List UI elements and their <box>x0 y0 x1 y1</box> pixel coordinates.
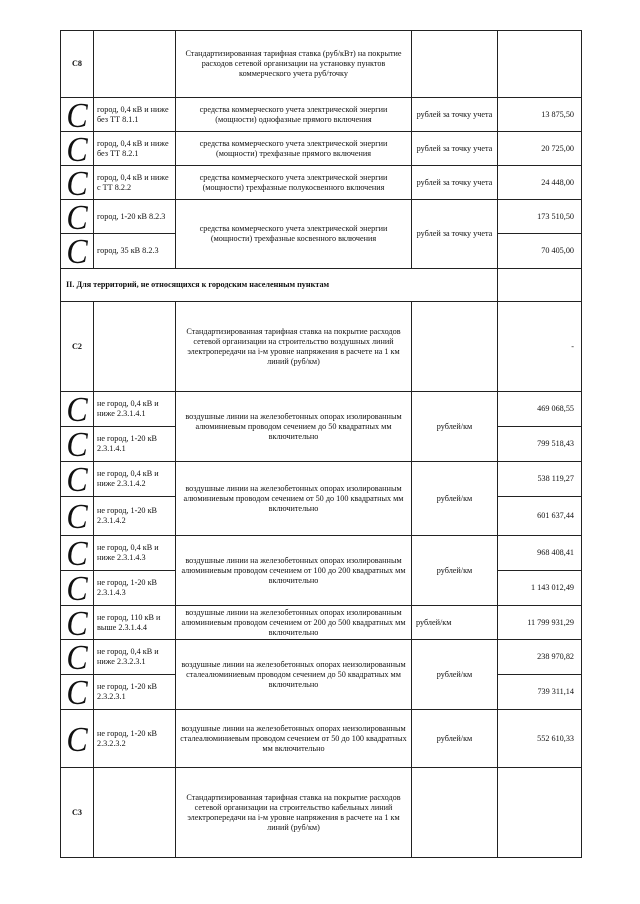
value-cell: 173 510,50 <box>498 200 582 234</box>
value-cell <box>498 31 582 98</box>
description-cell: воздушные линии на железобетонных опорах изолированным алюминиевым проводом сечением от 200 до 500 квадратных мм включительно <box>176 606 412 640</box>
table-row <box>61 98 582 132</box>
label-cell: город, 1-20 кВ 8.2.3 <box>94 200 176 234</box>
value-cell: 739 311,14 <box>498 675 582 710</box>
unit-cell: рублей/км <box>412 392 498 462</box>
c-letter: C <box>61 234 94 269</box>
description-cell: воздушные линии на железобетонных опорах неизолированным сталеалюминиевым проводом сечением до 50 квадратных мм включительно <box>176 640 412 710</box>
section-title: II. Для территорий, не относящихся к городским населенным пунктам <box>61 269 498 302</box>
code-cell: С3 <box>61 768 94 858</box>
c-letter: C <box>61 710 94 768</box>
value-cell: 538 119,27 <box>498 462 582 497</box>
unit-cell: рублей/км <box>412 462 498 536</box>
label-cell: не город, 110 кВ и выше 2.3.1.4.4 <box>94 606 176 640</box>
c-letter: C <box>61 427 94 462</box>
c-letter: C <box>61 497 94 536</box>
label-cell: город, 0,4 кВ и ниже без ТТ 8.1.1 <box>94 98 176 132</box>
description-cell: воздушные линии на железобетонных опорах изолированным алюминиевым проводом сечением от 50 до 100 квадратных мм включительно <box>176 462 412 536</box>
table-row <box>61 392 582 427</box>
c-letter: C <box>61 462 94 497</box>
unit-cell: рублей/км <box>412 640 498 710</box>
unit-cell: рублей/км <box>412 606 498 640</box>
unit-cell <box>412 768 498 858</box>
table-row <box>61 606 582 640</box>
description-cell: Стандартизированная тарифная ставка (руб/кВт) на покрытие расходов сетевой организации на установку пунктов коммерческого учета руб/точку <box>176 31 412 98</box>
value-cell: 238 970,82 <box>498 640 582 675</box>
value-cell: 469 068,55 <box>498 392 582 427</box>
c-letter: C <box>61 640 94 675</box>
value-cell: 552 610,33 <box>498 710 582 768</box>
unit-cell: рублей за точку учета <box>412 98 498 132</box>
c-letter: C <box>61 675 94 710</box>
label-cell: не город, 1-20 кВ 2.3.1.4.1 <box>94 427 176 462</box>
c-letter: C <box>61 536 94 571</box>
description-cell: средства коммерческого учета электрической энергии (мощности) трехфазные косвенного включения <box>176 200 412 269</box>
value-cell: 11 799 931,29 <box>498 606 582 640</box>
section-row <box>61 269 582 302</box>
value-cell <box>498 768 582 858</box>
table-row <box>61 536 582 571</box>
description-cell: воздушные линии на железобетонных опорах изолированным алюминиевым проводом сечением от 100 до 200 квадратных мм включительно <box>176 536 412 606</box>
c-letter: C <box>61 200 94 234</box>
label-cell <box>94 302 176 392</box>
table-row-c2 <box>61 302 582 392</box>
label-cell: не город, 1-20 кВ 2.3.1.4.2 <box>94 497 176 536</box>
code-cell: С2 <box>61 302 94 392</box>
description-cell: воздушные линии на железобетонных опорах неизолированным сталеалюминиевым проводом сечением от 50 до 100 квадратных мм включительно <box>176 710 412 768</box>
unit-cell: рублей за точку учета <box>412 132 498 166</box>
table-row <box>61 462 582 497</box>
label-cell <box>94 768 176 858</box>
description-cell: средства коммерческого учета электрической энергии (мощности) однофазные прямого включения <box>176 98 412 132</box>
value-cell: - <box>498 302 582 392</box>
label-cell: не город, 0,4 кВ и ниже 2.3.1.4.2 <box>94 462 176 497</box>
value-cell: 13 875,50 <box>498 98 582 132</box>
c-letter: C <box>61 166 94 200</box>
unit-cell <box>412 31 498 98</box>
description-cell: Стандартизированная тарифная ставка на покрытие расходов сетевой организации на строительство кабельных линий электропередачи на i-м уровне напряжения в расчете на 1 км линий (руб/км) <box>176 768 412 858</box>
unit-cell: рублей за точку учета <box>412 166 498 200</box>
c-letter: C <box>61 132 94 166</box>
unit-cell: рублей/км <box>412 710 498 768</box>
table-row <box>61 640 582 675</box>
description-cell: Стандартизированная тарифная ставка на покрытие расходов сетевой организации на строительство воздушных линий электропередачи на i-м уровне напряжения в расчете на 1 км линий (руб/км) <box>176 302 412 392</box>
table-row <box>61 132 582 166</box>
label-cell: не город, 1-20 кВ 2.3.2.3.1 <box>94 675 176 710</box>
description-cell: средства коммерческого учета электрической энергии (мощности) трехфазные полукосвенного включения <box>176 166 412 200</box>
value-cell: 20 725,00 <box>498 132 582 166</box>
table-row <box>61 166 582 200</box>
value-cell: 799 518,43 <box>498 427 582 462</box>
code-cell: С8 <box>61 31 94 98</box>
unit-cell <box>412 302 498 392</box>
table-row-c8 <box>61 31 582 98</box>
value-cell: 968 408,41 <box>498 536 582 571</box>
table-row <box>61 200 582 234</box>
label-cell: не город, 0,4 кВ и ниже 2.3.1.4.1 <box>94 392 176 427</box>
c-letter: C <box>61 571 94 606</box>
table-row <box>61 710 582 768</box>
label-cell: город, 0,4 кВ и ниже с ТТ 8.2.2 <box>94 166 176 200</box>
label-cell: не город, 0,4 кВ и ниже 2.3.2.3.1 <box>94 640 176 675</box>
label-cell: город, 35 кВ 8.2.3 <box>94 234 176 269</box>
label-cell <box>94 31 176 98</box>
value-cell: 1 143 012,49 <box>498 571 582 606</box>
value-cell <box>498 269 582 302</box>
c-letter: C <box>61 392 94 427</box>
description-cell: воздушные линии на железобетонных опорах изолированным алюминиевым проводом сечением до 50 квадратных мм включительно <box>176 392 412 462</box>
c-letter: C <box>61 98 94 132</box>
value-cell: 24 448,00 <box>498 166 582 200</box>
value-cell: 601 637,44 <box>498 497 582 536</box>
c-letter: C <box>61 606 94 640</box>
label-cell: город, 0,4 кВ и ниже без ТТ 8.2.1 <box>94 132 176 166</box>
unit-cell: рублей/км <box>412 536 498 606</box>
value-cell: 70 405,00 <box>498 234 582 269</box>
unit-cell: рублей за точку учета <box>412 200 498 269</box>
description-cell: средства коммерческого учета электрической энергии (мощности) трехфазные прямого включения <box>176 132 412 166</box>
tariff-table <box>60 30 582 858</box>
label-cell: не город, 0,4 кВ и ниже 2.3.1.4.3 <box>94 536 176 571</box>
table-row-c3 <box>61 768 582 858</box>
label-cell: не город, 1-20 кВ 2.3.2.3.2 <box>94 710 176 768</box>
label-cell: не город, 1-20 кВ 2.3.1.4.3 <box>94 571 176 606</box>
